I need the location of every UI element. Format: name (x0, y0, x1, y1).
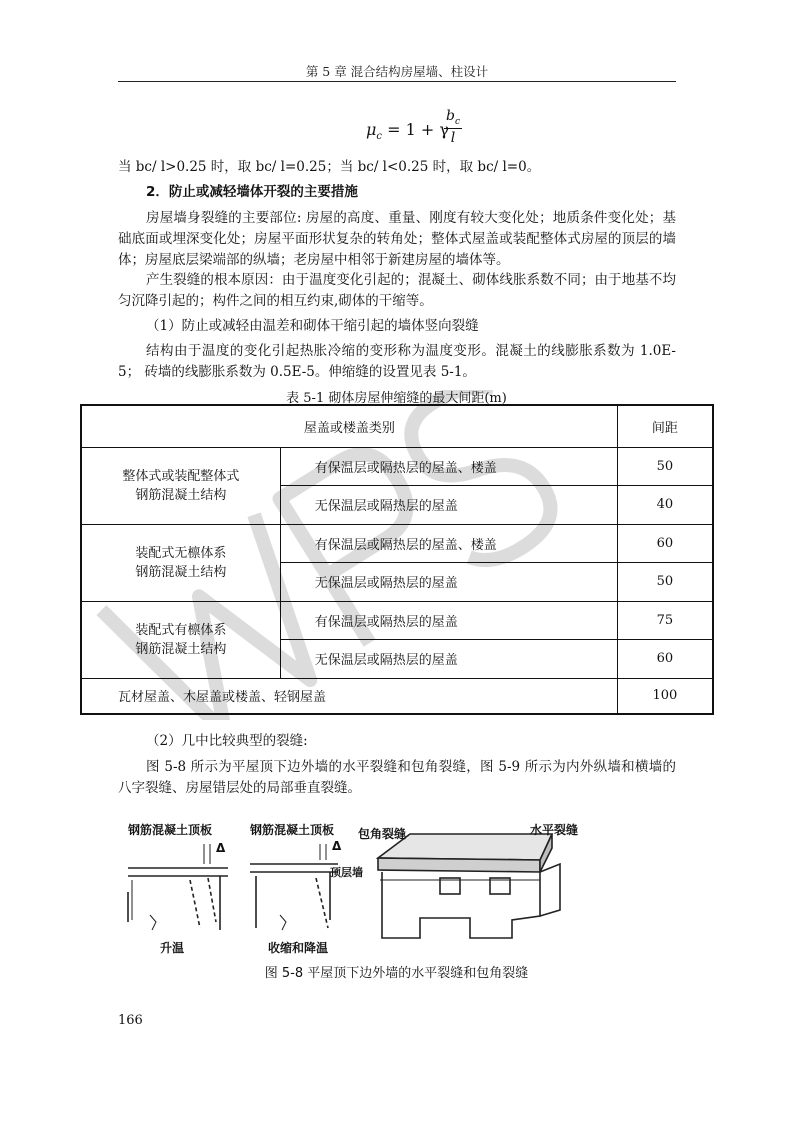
table-value-cell: 75 (617, 601, 713, 640)
table-value-cell: 50 (617, 563, 713, 602)
table-header-row (81, 405, 713, 447)
figure-heating (128, 844, 228, 930)
figure-label-top-wall: 顶层墙 (330, 866, 363, 879)
table-category-cell: 整体式或装配整体式 钢筋混凝土结构 (81, 447, 280, 524)
header-rule (118, 81, 676, 82)
table-row (81, 601, 713, 640)
crack-figure (120, 820, 680, 965)
table-sub-cell: 无保温层或隔热层的屋盖 (280, 640, 617, 679)
table-last-label: 瓦材屋盖、木屋盖或楼盖、轻钢屋盖 (81, 678, 617, 714)
paragraph-crack-locations: 房屋墙身裂缝的主要部位: 房屋的高度、重量、刚度有较大变化处；地质条件变化处；基础底面或埋深变化处；房屋平面形状复杂的转角处；整体式屋盖或装配整体式房屋的顶层的墙体；房屋底层梁端部的纵墙；老房屋中相邻于新建房屋的墙体等。 (118, 210, 676, 268)
formula-denominator: l (450, 129, 456, 146)
running-header: 第 5 章 混合结构房屋墙、柱设计 (305, 64, 489, 79)
table-value-cell: 40 (617, 486, 713, 525)
table-sub-cell: 无保温层或隔热层的屋盖 (280, 486, 617, 525)
table-sub-cell: 有保温层或隔热层的屋盖 (280, 601, 617, 640)
table-header-type: 屋盖或楼盖类别 (81, 405, 617, 447)
table-value-cell: 60 (617, 524, 713, 563)
expansion-joint-table (80, 404, 714, 715)
table-category-cell: 装配式无檩体系 钢筋混凝土结构 (81, 524, 280, 601)
formula-numerator: $b_c$ (445, 108, 460, 127)
table-row (81, 524, 713, 563)
paragraph-figure-desc: 图 5-8 所示为平屋顶下边外墙的水平裂缝和包角裂缝，图 5-9 所示为内外纵墙和横墙的八字裂缝、房屋错层处的局部垂直裂缝。 (118, 759, 676, 796)
figure-caption: 图 5-8 平屋顶下边外墙的水平裂缝和包角裂缝 (264, 966, 529, 981)
table-header-spacing: 间距 (617, 405, 713, 447)
table-category-cell: 装配式有檩体系 钢筋混凝土结构 (81, 601, 280, 678)
page-number: 166 (118, 1013, 143, 1028)
subsection-title-2: （2）几中比较典型的裂缝: (146, 733, 308, 749)
table-value-cell: 60 (617, 640, 713, 679)
table-sub-cell: 无保温层或隔热层的屋盖 (280, 563, 617, 602)
paragraph-crack-causes: 产生裂缝的根本原因：由于温度变化引起的；混凝土、砌体线胀系数不同；由于地基不均匀沉降引起的；构件之间的相互约束,砌体的干缩等。 (118, 272, 676, 309)
table-sub-cell: 有保温层或隔热层的屋盖、楼盖 (280, 447, 617, 486)
figure-delta-2: Δ (332, 839, 342, 853)
figure-building (378, 834, 560, 938)
table-value-cell: 100 (617, 678, 713, 714)
table-value-cell: 50 (617, 447, 713, 486)
table-caption: 表 5-1 砌体房屋伸缩缝的最大间距(m) (286, 391, 507, 406)
formula-fraction (444, 108, 462, 146)
subsection-title-1: （1）防止或减轻由温差和砌体干缩引起的墙体竖向裂缝 (146, 318, 479, 334)
figure-label-slab-2: 钢筋混凝土顶板 (250, 823, 335, 837)
figure-label-corner: 包角裂缝 (358, 827, 407, 841)
figure-shrink (250, 844, 338, 930)
figure-label-slab-1: 钢筋混凝土顶板 (128, 823, 213, 837)
figure-label-shrink: 收缩和降温 (268, 941, 329, 955)
figure-delta-1: Δ (216, 841, 226, 855)
table-row (81, 447, 713, 486)
table-row (81, 678, 713, 714)
section-title: 2．防止或减轻墙体开裂的主要措施 (146, 184, 358, 200)
formula-main: $\mu_c = 1 + \gamma$ (366, 120, 449, 143)
figure-label-horizontal: 水平裂缝 (530, 823, 579, 837)
paragraph-temperature: 结构由于温度的变化引起热胀冷缩的变形称为温度变形。混凝土的线膨胀系数为 1.0E-5； 砖墙的线膨胀系数为 0.5E-5。伸缩缝的设置见表 5-1。 (118, 343, 676, 380)
condition-text: 当 bc/ l>0.25 时，取 bc/ l=0.25；当 bc/ l<0.25 时，取 bc/ l=0。 (118, 159, 541, 175)
table-sub-cell: 有保温层或隔热层的屋盖、楼盖 (280, 524, 617, 563)
figure-label-heating: 升温 (160, 941, 185, 955)
